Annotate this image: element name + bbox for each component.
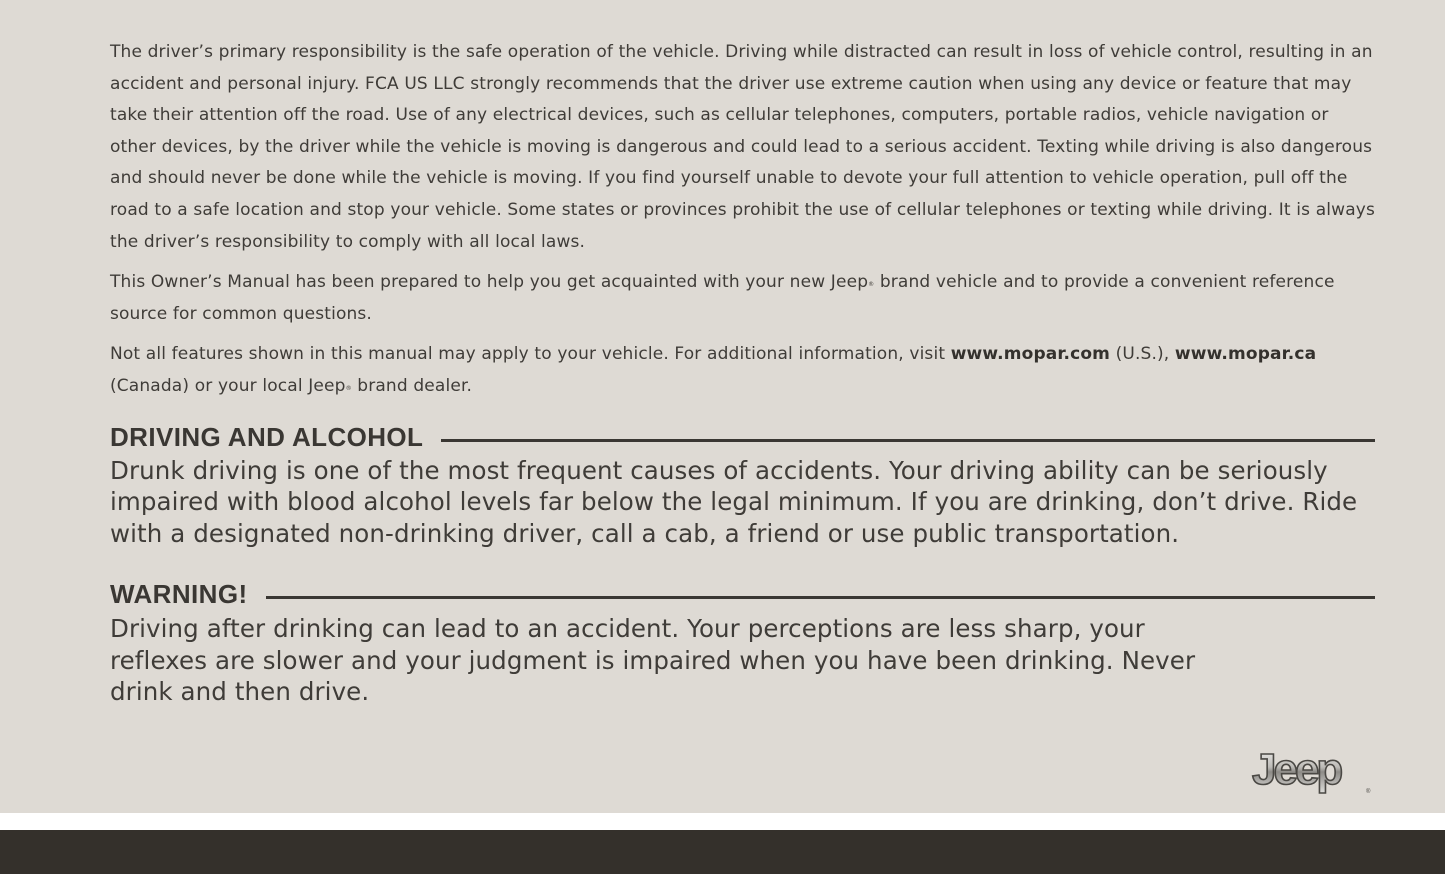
- warning-section-title: WARNING!: [110, 578, 248, 609]
- mopar-ca-link[interactable]: www.mopar.ca: [1174, 344, 1317, 365]
- registered-mark: ®: [868, 281, 875, 289]
- warning-section-rule: [266, 596, 1375, 599]
- jeep-logo-text: Jeep: [1252, 745, 1341, 794]
- intro-paragraph-features-text-a: Not all features shown in this manual may apply to your vehicle. For additional information, visit: [110, 344, 951, 365]
- intro-paragraph-manual-text-a: This Owner’s Manual has been prepared to help you get acquainted with your new Jeep: [110, 272, 869, 293]
- warning-section-text: Driving after drinking can lead to an accident. Your perceptions are less sharp, your reflexes are slower and your judgment is impaired when you have been drinking. Never drink and then drive.: [110, 614, 1196, 707]
- alcohol-section-rule: [441, 439, 1375, 442]
- jeep-logo-reg: ®: [1366, 789, 1371, 795]
- alcohol-section-text: Drunk driving is one of the most frequent causes of accidents. Your driving ability can be seriously impaired with blood alcohol levels far below the legal minimum. If you are drinking, don’t drive. Ride with a designated non-drinking driver, call a cab, a friend or use public transportation.: [110, 455, 1358, 548]
- mopar-us-link[interactable]: www.mopar.com: [950, 344, 1111, 365]
- alcohol-section-title: DRIVING AND ALCOHOL: [110, 422, 424, 453]
- manual-content: [110, 37, 1375, 708]
- intro-paragraph-manual-text-b: brand vehicle and to provide a convenient reference source for common questions.: [110, 272, 1335, 324]
- alcohol-section-header: [110, 421, 1375, 455]
- intro-paragraph-manual: [110, 267, 1375, 330]
- intro-paragraph-features-text-d: brand dealer.: [351, 375, 473, 396]
- registered-mark: ®: [345, 384, 352, 392]
- intro-paragraph-features-text-b: (U.S.),: [1110, 344, 1175, 365]
- footer-bar: [0, 830, 1445, 874]
- jeep-logo: [1250, 742, 1376, 796]
- intro-paragraph-features-text-c: (Canada) or your local Jeep: [110, 375, 346, 396]
- warning-section-header: [110, 577, 1375, 611]
- intro-paragraph-features: [110, 339, 1375, 402]
- intro-paragraph-safety-text: The driver’s primary responsibility is the safe operation of the vehicle. Driving while distracted can result in loss of vehicle control, resulting in an accident and personal injury. FCA US LLC strongly recommends that the driver use extreme caution when using any device or feature that may take their attention off the road. Use of any electrical devices, such as cellular telephones, computers, portable radios, vehicle navigation or other devices, by the driver while the vehicle is moving is dangerous and could lead to a serious accident. Texting while driving is also dangerous and should never be done while the vehicle is moving. If you find yourself unable to devote your full attention to vehicle operation, pull off the road to a safe location and stop your vehicle. Some states or provinces prohibit the use of cellular telephones or texting while driving. It is always the driver’s responsibility to comply with all local laws.: [110, 42, 1375, 252]
- intro-paragraph-safety: [110, 37, 1375, 258]
